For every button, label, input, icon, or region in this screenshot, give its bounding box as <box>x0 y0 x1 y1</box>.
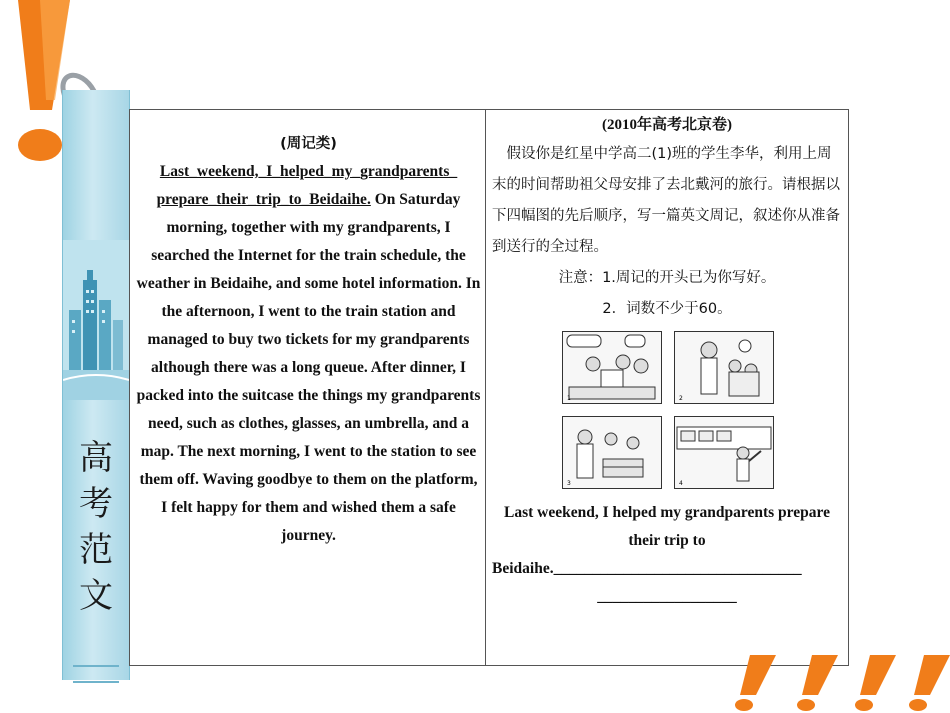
task-column <box>486 110 848 665</box>
note-2: 2．词数不少于60。 <box>602 301 732 317</box>
banner-char: 文 <box>79 576 113 616</box>
city-skyline-icon <box>63 240 129 400</box>
model-essay-body: On Saturday morning, together with my grandparents, I searched the Internet for the train schedule, the weather in Beidaihe, and some hotel information. In the afternoon, I went to the train station and managed to buy two tickets for my grandparents although there was a long queue. After dinner, I packed into the suitcase the things my grandparents need, such as clothes, glasses, an umbrella, and a map. The next morning, I went to the station to see them off. Waving goodbye to them on the platform, I felt happy for them and wished them a safe journey. <box>136 191 481 544</box>
answer-blank-line: Beidaihe.________________________________ <box>492 560 802 577</box>
exclamation-marks-decoration <box>720 655 950 713</box>
picture-4 <box>674 416 774 489</box>
banner-title <box>63 435 129 619</box>
banner-char: 范 <box>79 530 113 570</box>
given-opening <box>136 158 481 550</box>
banner-char: 高 <box>79 438 113 478</box>
picture-3 <box>562 416 662 489</box>
platform-farewell-illustration <box>675 417 773 488</box>
note-1: 注意：1.周记的开头已为你写好。 <box>558 270 776 286</box>
answer-opening: Last weekend, I helped my grandparents prepare their trip to <box>504 504 830 549</box>
picture-number: 3 <box>567 480 571 487</box>
picture-1 <box>562 331 662 404</box>
answer-blank-line-2: __________________ <box>597 588 737 605</box>
picture-number: 4 <box>679 480 683 487</box>
model-essay-column <box>130 110 486 665</box>
given-opening-line1: Last_weekend,_I_helped_my_grandparents_ <box>159 163 458 180</box>
picture-number: 1 <box>567 395 571 402</box>
picture-number: 2 <box>679 395 683 402</box>
task-prompt: 假设你是红星中学高二(1)班的学生李华，利用上周末的时间帮助祖父母安排了去北戴河的旅行。请根据以下四幅图的先后顺序，写一篇英文周记，叙述你从准备到送行的全过程。 <box>492 146 840 255</box>
ticket-office-illustration <box>675 332 773 403</box>
packing-illustration <box>563 417 661 488</box>
picture-grid <box>492 331 842 489</box>
banner-stripes <box>73 665 119 683</box>
given-opening-line2: prepare_their_trip_to_Beidaihe. <box>156 191 371 208</box>
exam-source: (2010年高考北京卷) <box>602 117 732 133</box>
computer-search-illustration <box>563 332 661 403</box>
picture-2 <box>674 331 774 404</box>
side-banner <box>62 90 130 680</box>
banner-char: 考 <box>79 484 113 524</box>
content-table <box>129 109 849 666</box>
essay-type-heading: (周记类) <box>280 136 337 152</box>
